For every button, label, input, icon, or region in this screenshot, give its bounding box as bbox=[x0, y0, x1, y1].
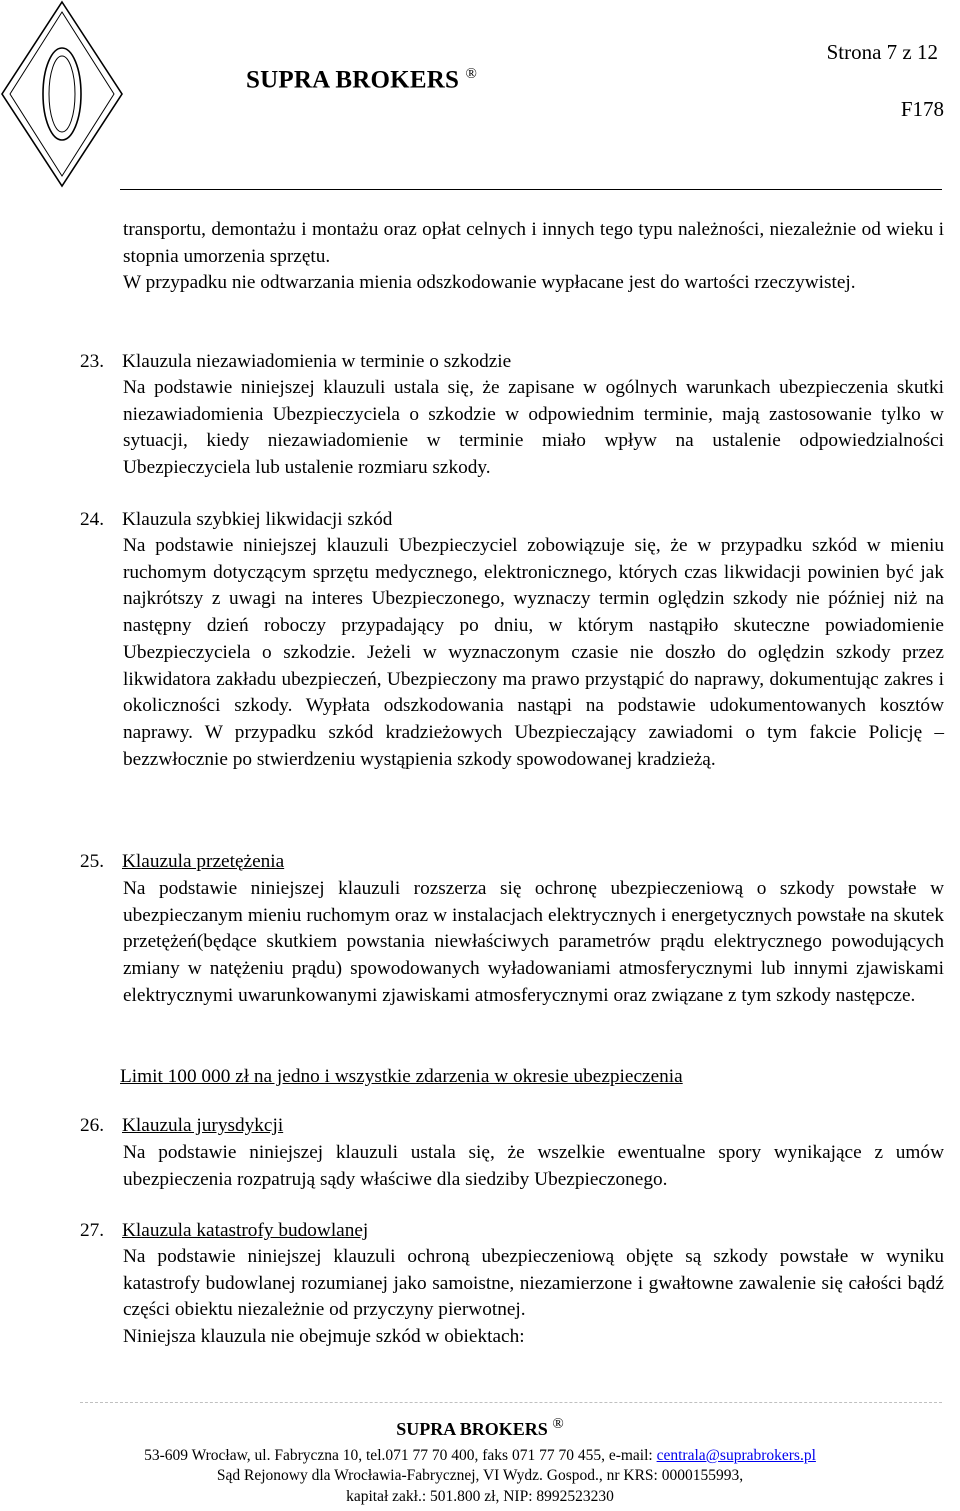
section-title: Klauzula jurysdykcji bbox=[122, 1115, 284, 1136]
footer-court: Sąd Rejonowy dla Wrocławia-Fabrycznej, VI Wydz. Gospod., nr KRS: 0000155993, bbox=[216, 1467, 744, 1484]
registered-mark: ® bbox=[465, 66, 478, 82]
intro-paragraph-2: W przypadku nie odtwarzania mienia odszkodowanie wypłacane jest do wartości rzeczywistej. bbox=[123, 272, 856, 293]
footer-registered-mark: ® bbox=[552, 1416, 564, 1432]
section-24-body: Na podstawie niniejszej klauzuli Ubezpieczyciel zobowiązuje się, że w przypadku szkód w mieniu ruchomym dotyczącym sprzętu medycznego, elektronicznego, których czas likwidacji powinien być jak najkrótszy z uwagi na interes Ubezpieczonego, wyznaczy termin oględzin szkody nie później niż na następny dzień roboczy przypadający po dniu, w którym nastąpiło skuteczne powiadomienie Ubezpieczyciela o szkodzie. Jeżeli w wyznaczonym czasie nie doszło do oględzin szkody przez likwidatora zakładu ubezpieczeń, Ubezpieczony ma prawo przystąpić do naprawy, dokumentując zakres i okoliczności szkody. Wypłata odszkodowania nastąpi na podstawie udokumentowanych kosztów naprawy. W przypadku szkód kradzieżowych Ubezpieczający zawiadomi o tym fakcie Policję – bezzwłocznie po stwierdzeniu wystąpienia szkody spowodowanej kradzieżą. bbox=[123, 535, 944, 770]
section-title: Klauzula przetężenia bbox=[122, 851, 285, 872]
section-title: Klauzula szybkiej likwidacji szkód bbox=[122, 509, 393, 530]
section-26-heading bbox=[80, 1113, 283, 1139]
section-number: 23. bbox=[80, 351, 105, 372]
footer-brand bbox=[0, 1416, 960, 1440]
section-number: 25. bbox=[80, 851, 105, 872]
section-26-body: Na podstawie niniejszej klauzuli ustala się, że wszelkie ewentualne spory wynikające z umów ubezpieczenia rozpatrują sądy właściwe dla siedziby Ubezpieczonego. bbox=[123, 1142, 944, 1190]
section-number: 26. bbox=[80, 1115, 105, 1136]
section-25-heading bbox=[80, 849, 284, 875]
footer-email-link[interactable]: centrala@suprabrokers.pl bbox=[656, 1447, 816, 1464]
document-code: F178 bbox=[900, 97, 944, 121]
page-number: Strona 7 z 12 bbox=[826, 40, 938, 64]
section-24-heading bbox=[80, 507, 392, 533]
section-25-body: Na podstawie niniejszej klauzuli rozszerza się ochronę ubezpieczeniową o szkody powstałe w ubezpieczanym mieniu ruchomym oraz w instalacjach elektrycznych i energetycznych powstałe na skutek przetężeń(będące skutkiem powstania niewłaściwych parametrów prądu elektrycznego powodujących zmiany w natężeniu prądu) spowodowanych wyładowaniami atmosferycznymi lub innymi zjawiskami elektrycznymi uwarunkowanymi zjawiskami atmosferycznymi oraz związane z tym szkody następcze. bbox=[123, 878, 944, 1006]
section-27-body: Na podstawie niniejszej klauzuli ochroną ubezpieczeniową objęte są szkody powstałe w wyniku katastrofy budowlanej rozumianej jako samoistne, niezamierzone i gwałtowne zawalenie się całości bądź części obiektu niezależnie od przyczyny pierwotnej. bbox=[123, 1246, 944, 1321]
diamond-oval-logo-icon bbox=[0, 0, 124, 188]
header-divider bbox=[120, 189, 942, 190]
footer-capital: kapitał zakł.: 501.800 zł, NIP: 8992523230 bbox=[346, 1488, 614, 1505]
section-number: 24. bbox=[80, 509, 105, 530]
footer-divider bbox=[80, 1402, 942, 1403]
header-brand-text: SUPRA BROKERS bbox=[246, 66, 460, 94]
intro-paragraph-1: transportu, demontażu i montażu oraz opłat celnych i innych tego typu należności, niezależnie od wieku i stopnia umorzenia sprzętu. bbox=[123, 219, 944, 267]
section-title: Klauzula katastrofy budowlanej bbox=[122, 1220, 369, 1241]
section-27-extra: Niniejsza klauzula nie obejmuje szkód w obiektach: bbox=[123, 1326, 525, 1347]
section-23-heading bbox=[80, 349, 511, 375]
footer-address bbox=[0, 1447, 960, 1465]
section-25-limit: Limit 100 000 zł na jedno i wszystkie zdarzenia w okresie ubezpieczenia bbox=[120, 1066, 683, 1087]
section-23-body: Na podstawie niniejszej klauzuli ustala się, że zapisane w ogólnych warunkach ubezpieczenia skutki niezawiadomienia Ubezpieczyciela o szkodzie w odpowiednim terminie, mają zastosowanie tylko w sytuacji, kiedy niezawiadomienie w terminie miało wpływ na ustalenie odpowiedzialności Ubezpieczyciela lub ustalenie rozmiaru szkody. bbox=[123, 377, 944, 479]
header-brand bbox=[246, 66, 477, 94]
section-title: Klauzula niezawiadomienia w terminie o szkodzie bbox=[122, 351, 512, 372]
footer-brand-text: SUPRA BROKERS bbox=[396, 1419, 548, 1439]
footer-address-text: 53-609 Wrocław, ul. Fabryczna 10, tel.071 77 70 400, faks 071 77 70 455, e-mail: bbox=[144, 1447, 657, 1464]
section-number: 27. bbox=[80, 1220, 105, 1241]
section-27-heading bbox=[80, 1218, 368, 1244]
